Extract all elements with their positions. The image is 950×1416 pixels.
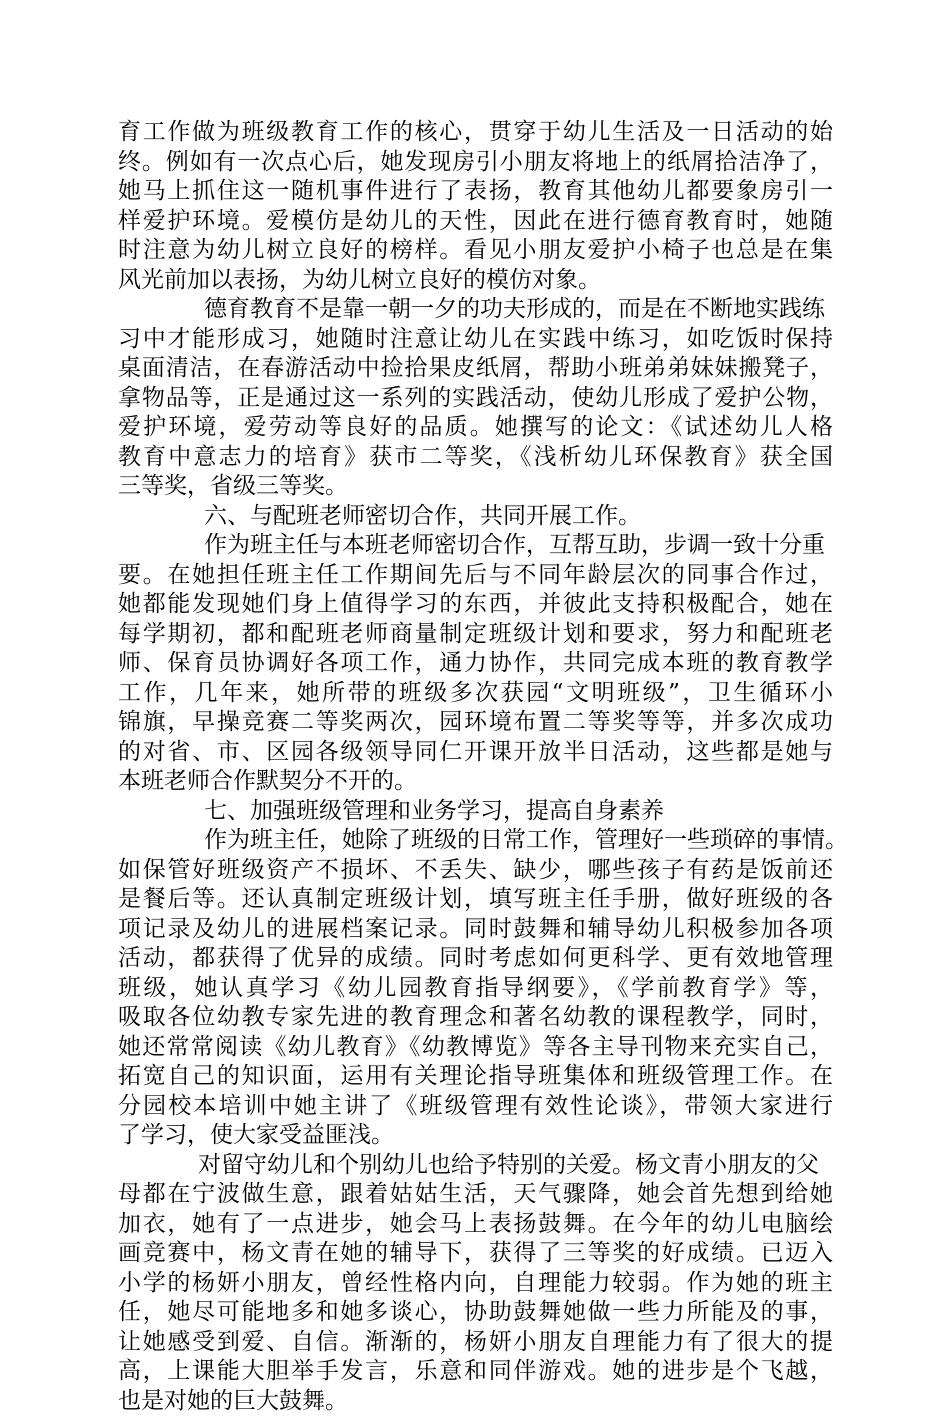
text-line: 六、与配班老师密切合作，共同开展工作。 xyxy=(118,502,833,532)
text-line: 对留守幼儿和个别幼儿也给予特别的关爱。杨文青小朋友的父 xyxy=(118,1151,833,1181)
text-line: 习中才能形成习，她随时注意让幼儿在实践中练习，如吃饭时保持 xyxy=(118,325,833,355)
text-line: 高，上课能大胆举手发言，乐意和同伴游戏。她的进步是个飞越， xyxy=(118,1357,833,1387)
text-line: 锦旗，早操竞赛二等奖两次，园环境布置二等奖等等，并多次成功 xyxy=(118,708,833,738)
text-line: 德育教育不是靠一朝一夕的功夫形成的，而是在不断地实践练 xyxy=(118,295,833,325)
text-line: 活动，都获得了优异的成绩。同时考虑如何更科学、更有效地管理 xyxy=(118,944,833,974)
text-line: 如保管好班级资产不损坏、不丢失、缺少，哪些孩子有药是饭前还 xyxy=(118,856,833,886)
text-line: 要。在她担任班主任工作期间先后与不同年龄层次的同事合作过， xyxy=(118,561,833,591)
text-line: 也是对她的巨大鼓舞。 xyxy=(118,1387,833,1416)
text-line: 小学的杨妍小朋友，曾经性格内向，自理能力较弱。作为她的班主 xyxy=(118,1269,833,1299)
text-line: 每学期初，都和配班老师商量制定班级计划和要求，努力和配班老 xyxy=(118,620,833,650)
text-line: 作为班主任，她除了班级的日常工作，管理好一些琐碎的事情。 xyxy=(118,826,833,856)
text-line: 终。例如有一次点心后，她发现房引小朋友将地上的纸屑拾洁净了， xyxy=(118,148,833,178)
text-line: 拿物品等，正是通过这一系列的实践活动，使幼儿形成了爱护公物， xyxy=(118,384,833,414)
text-line: 教育中意志力的培育》获市二等奖，《浅析幼儿环保教育》获全国 xyxy=(118,443,833,473)
text-line: 她马上抓住这一随机事件进行了表扬，教育其他幼儿都要象房引一 xyxy=(118,177,833,207)
text-line: 了学习，使大家受益匪浅。 xyxy=(118,1121,833,1151)
text-line: 她都能发现她们身上值得学习的东西，并彼此支持积极配合，她在 xyxy=(118,590,833,620)
text-line: 的对省、市、区园各级领导同仁开课开放半日活动，这些都是她与 xyxy=(118,738,833,768)
text-line: 拓宽自己的知识面，运用有关理论指导班集体和班级管理工作。在 xyxy=(118,1062,833,1092)
text-line: 吸取各位幼教专家先进的教育理念和著名幼教的课程教学，同时， xyxy=(118,1003,833,1033)
text-line: 加衣，她有了一点进步，她会马上表扬鼓舞。在今年的幼儿电脑绘 xyxy=(118,1210,833,1240)
text-line: 三等奖，省级三等奖。 xyxy=(118,472,833,502)
text-line: 工作，几年来，她所带的班级多次获园“文明班级”，卫生循环小 xyxy=(118,679,833,709)
text-line: 她还常常阅读《幼儿教育》《幼教博览》等各主导刊物来充实自己， xyxy=(118,1033,833,1063)
text-line: 样爱护环境。爱模仿是幼儿的天性，因此在进行德育教育时，她随 xyxy=(118,207,833,237)
text-line: 本班老师合作默契分不开的。 xyxy=(118,767,833,797)
text-line: 育工作做为班级教育工作的核心，贯穿于幼儿生活及一日活动的始 xyxy=(118,118,833,148)
text-line: 母都在宁波做生意，跟着姑姑生活，天气骤降，她会首先想到给她 xyxy=(118,1180,833,1210)
text-line: 让她感受到爱、自信。渐渐的，杨妍小朋友自理能力有了很大的提 xyxy=(118,1328,833,1358)
text-line: 爱护环境，爱劳动等良好的品质。她撰写的论文：《试述幼儿人格 xyxy=(118,413,833,443)
text-line: 是餐后等。还认真制定班级计划，填写班主任手册，做好班级的各 xyxy=(118,885,833,915)
text-line: 项记录及幼儿的进展档案记录。同时鼓舞和辅导幼儿积极参加各项 xyxy=(118,915,833,945)
text-line: 作为班主任与本班老师密切合作，互帮互助，步调一致十分重 xyxy=(118,531,833,561)
text-line: 画竞赛中，杨文青在她的辅导下，获得了三等奖的好成绩。已迈入 xyxy=(118,1239,833,1269)
document-body xyxy=(118,118,833,1416)
text-line: 桌面清洁，在春游活动中捡拾果皮纸屑，帮助小班弟弟妹妹搬凳子， xyxy=(118,354,833,384)
text-line: 时注意为幼儿树立良好的榜样。看见小朋友爱护小椅子也总是在集 xyxy=(118,236,833,266)
text-line: 班级，她认真学习《幼儿园教育指导纲要》，《学前教育学》等， xyxy=(118,974,833,1004)
text-line: 七、加强班级管理和业务学习，提高自身素养 xyxy=(118,797,833,827)
text-line: 风光前加以表扬，为幼儿树立良好的模仿对象。 xyxy=(118,266,833,296)
text-line: 分园校本培训中她主讲了《班级管理有效性论谈》，带领大家进行 xyxy=(118,1092,833,1122)
text-line: 师、保育员协调好各项工作，通力协作，共同完成本班的教育教学 xyxy=(118,649,833,679)
text-line: 任，她尽可能地多和她多谈心，协助鼓舞她做一些力所能及的事， xyxy=(118,1298,833,1328)
